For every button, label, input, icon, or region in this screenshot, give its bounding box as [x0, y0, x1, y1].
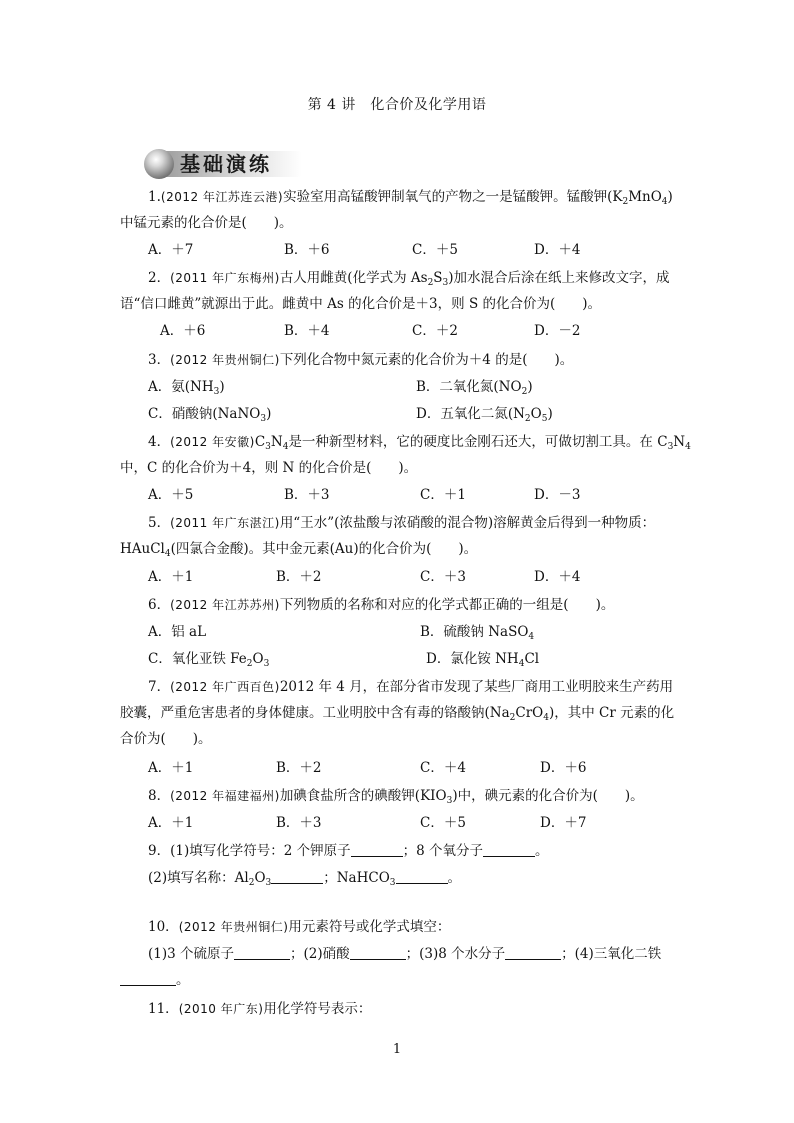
q4-option-c: C．＋1: [420, 487, 466, 503]
q8-option-a: A．＋1: [148, 815, 194, 831]
q5-option-b: B．＋2: [276, 569, 322, 585]
section-label: 基础演练: [180, 152, 272, 176]
q5-line2: HAuCl$_4$(四氯合金酸)。其中金元素(Au)的化合价为( )。: [120, 541, 478, 559]
q11-line1: 11．(2010 年广东)用化学符号表示：: [148, 1001, 372, 1017]
answer-blank[interactable]: [483, 842, 535, 857]
q7-option-a: A．＋1: [148, 760, 194, 776]
q9-line2: (2)填写名称：$Al_2O_3$ ；NaHCO$_3$ 。: [148, 870, 462, 888]
answer-blank[interactable]: [271, 869, 323, 884]
q1-line2: 中锰元素的化合价是( )。: [120, 215, 293, 231]
q4-option-b: B．＋3: [284, 487, 330, 503]
q6-line1: 6．(2012 年江苏苏州)下列物质的名称和对应的化学式都正确的一组是( )。: [148, 597, 615, 613]
q4-option-a: A．＋5: [148, 487, 194, 503]
q6-option-b: B．硫酸钠 NaSO$_4$: [420, 624, 535, 642]
q7-line2: 胶囊，严重危害患者的身体健康。工业明胶中含有毒的铬酸钠$(Na_2CrO_4)$，其中 Cr 元素的化: [120, 705, 675, 723]
q2-option-a: A．＋6: [160, 323, 206, 339]
section-banner: [142, 147, 304, 181]
q2-option-c: C．＋2: [412, 323, 458, 339]
answer-blank[interactable]: [351, 842, 403, 857]
q8-line1: 8．(2012 年福建福州)加碘食盐所含的碘酸钾$(KIO_3)$中，碘元素的化合价为( )。: [148, 788, 644, 806]
answer-blank[interactable]: [350, 945, 406, 960]
q4-line2: 中，C 的化合价为＋4，则 N 的化合价是( )。: [120, 460, 418, 476]
q1-option-d: D．＋4: [534, 242, 581, 258]
q6-option-c: C．氧化亚铁 $Fe_2O_3$: [148, 651, 270, 669]
q8-option-b: B．＋3: [276, 815, 322, 831]
q1-option-b: B．＋6: [284, 242, 330, 258]
q3-option-b: B．二氧化氮$(NO_2)$: [416, 379, 533, 397]
q3-option-a: A．氨$(NH_3)$: [148, 379, 225, 397]
q7-line1: 7．(2012 年广西百色)2012 年 4 月，在部分省市发现了某些厂商用工业明胶来生产药用: [148, 679, 674, 695]
q8-option-d: D．＋7: [540, 815, 587, 831]
q3-option-c: C．硝酸钠(NaNO$_3$): [148, 406, 272, 424]
banner-circle-icon: [144, 149, 174, 179]
q6-option-a: A．铝 aL: [148, 624, 207, 640]
q2-option-d: D．－2: [534, 323, 581, 339]
q4-line1: 4．(2012 年安徽)$C_3N_4$是一种新型材料，它的硬度比金刚石还大，可做切割工具。在 $C_3N_4$: [148, 434, 691, 452]
q5-option-d: D．＋4: [534, 569, 581, 585]
q2-option-b: B．＋4: [284, 323, 330, 339]
page-number: 1: [392, 1042, 402, 1057]
q10-line2: (1)3 个硫原子 ；(2)硝酸 ；(3)8 个水分子 ；(4)三氧化二铁: [148, 946, 662, 962]
q1-option-c: C．＋5: [412, 242, 458, 258]
answer-blank[interactable]: [120, 971, 176, 986]
q1-line1: 1.(2012 年江苏连云港)实验室用高锰酸钾制氧气的产物之一是锰酸钾。锰酸钾$(K_2MnO_4)$: [148, 189, 673, 207]
q1-option-a: A．＋7: [148, 242, 194, 258]
q7-option-c: C．＋4: [420, 760, 466, 776]
q2-line1: 2．(2011 年广东梅州)古人用雌黄(化学式为 $As_2S_3$)加水混合后涂在纸上来修改文字，成: [148, 270, 670, 288]
q5-option-a: A．＋1: [148, 569, 194, 585]
q10-line1: 10．(2012 年贵州铜仁)用元素符号或化学式填空：: [148, 919, 451, 935]
q9-line1: 9．(1)填写化学符号：2 个钾原子 ；8 个氧分子 。: [148, 843, 549, 859]
q8-option-c: C．＋5: [420, 815, 466, 831]
answer-blank[interactable]: [505, 945, 561, 960]
q6-option-d: D．氯化铵 $NH_4Cl$: [426, 651, 540, 669]
answer-blank[interactable]: [234, 945, 290, 960]
q3-option-d: D．五氧化二氮$(N_2O_5)$: [416, 406, 553, 424]
q7-option-d: D．＋6: [540, 760, 587, 776]
q2-line2: 语“信口雌黄”就源出于此。雌黄中 As 的化合价是＋3，则 S 的化合价为( )。: [120, 296, 602, 312]
q4-option-d: D．－3: [534, 487, 581, 503]
q7-option-b: B．＋2: [276, 760, 322, 776]
answer-blank[interactable]: [396, 869, 448, 884]
q10-line3: 。: [120, 970, 190, 990]
page-title: 第 4 讲 化合价及化学用语: [307, 97, 487, 113]
q5-option-c: C．＋3: [420, 569, 466, 585]
q5-line1: 5．(2011 年广东湛江)用“王水”(浓盐酸与浓硝酸的混合物)溶解黄金后得到一种物质：: [148, 515, 656, 531]
q3-line1: 3．(2012 年贵州铜仁)下列化合物中氮元素的化合价为＋4 的是( )。: [148, 352, 574, 368]
q7-line3: 合价为( )。: [120, 731, 212, 747]
